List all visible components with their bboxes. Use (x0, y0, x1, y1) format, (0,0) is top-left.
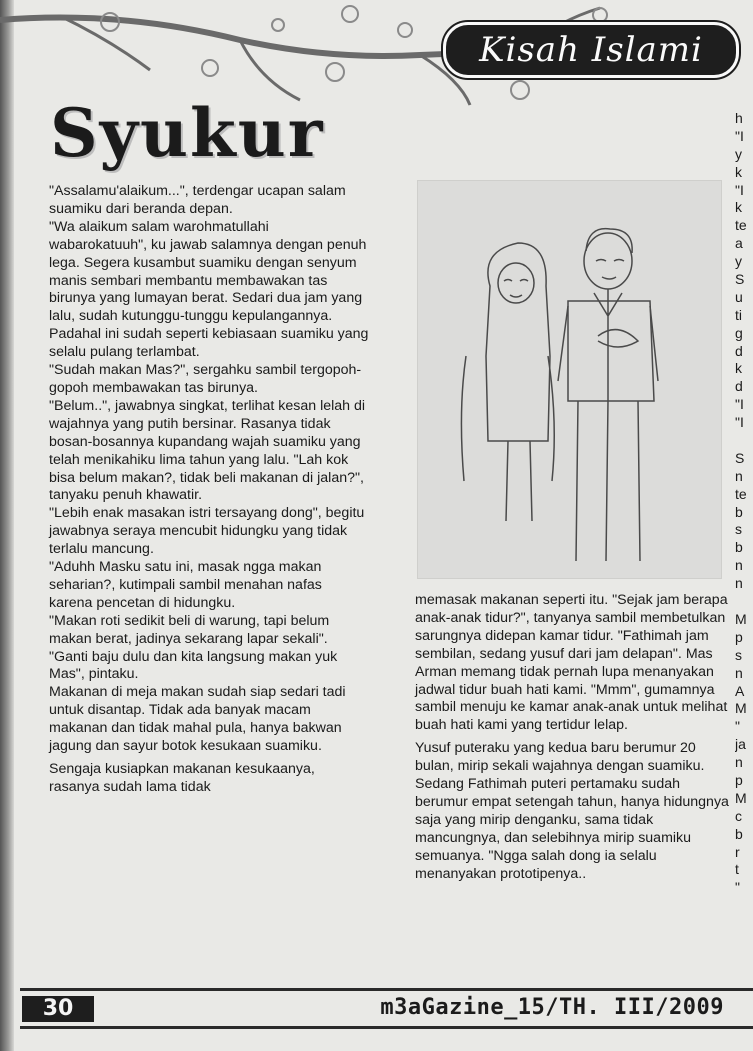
edge-line-fragment: "I (735, 396, 744, 413)
edge-line-fragment: n (735, 557, 743, 574)
edge-line-fragment: g (735, 324, 743, 341)
rubric-badge: Kisah Islami (443, 22, 739, 78)
edge-line-fragment: y (735, 145, 742, 162)
edge-line-fragment (735, 432, 753, 450)
edge-line-fragment: "I (735, 414, 744, 431)
edge-line-fragment: d (735, 342, 743, 359)
edge-line-fragment: k (735, 199, 742, 216)
edge-line-fragment: b (735, 825, 743, 842)
edge-line-fragment: h (735, 110, 743, 126)
edge-line-fragment: c (735, 807, 742, 824)
edge-line-fragment: "I (735, 181, 744, 198)
page-binding-shadow (0, 0, 14, 1051)
edge-line-fragment: b (735, 539, 743, 556)
article-column-2 (415, 592, 730, 884)
edge-line-fragment: b (735, 503, 743, 520)
edge-line-fragment: t (735, 861, 739, 878)
edge-line-fragment: n (735, 754, 743, 771)
edge-line-fragment: M (735, 610, 747, 627)
page-number: 30 (22, 996, 94, 1022)
edge-line-fragment: n (735, 664, 743, 681)
paragraph: "Makan roti sedikit beli di warung, tapi belum makan berat, jadinya sekarang lapar sekali". (49, 612, 330, 647)
edge-line-fragment: ti (735, 306, 742, 323)
paragraph: "Belum..", jawabnya singkat, terlihat kesan lelah di wajahnya yang putih bersinar. Rasanya tidak bosan-bosannya kupandang wajah suamiku yang telah menikahiku lima tahun yang lalu. "Lah kok bisa belum makan?, tidak beli makanan di jalan?", tanyaku penuh khawatir. (49, 397, 366, 504)
edge-line-fragment: n (735, 467, 743, 484)
edge-line-fragment: "I (735, 127, 744, 144)
paragraph: "Lebih enak masakan istri tersayang dong", begitu jawabnya seraya mencubit hidungku yang tidak terlalu mancung. (49, 505, 365, 558)
article-title: Syukur (50, 94, 325, 172)
paragraph: "Sudah makan Mas?", sergahku sambil tergopoh-gopoh membawakan tas birunya. (49, 362, 362, 396)
edge-line-fragment: r (735, 843, 740, 860)
paragraph: Yusuf puteraku yang kedua baru berumur 20 bulan, mirip sekali wajahnya dengan suamiku. Sedang Fathimah puteri pertamaku sudah berumur empat setengah tahun, hanya hidungnya saja yang mirip denganku, sama tidak mancungnya, dan selebihnya mirip suamiku semuanya. "Ngga salah dong ia selalu menanyakan prototipenya.. (415, 740, 729, 882)
edge-line-fragment: " (735, 718, 740, 735)
paragraph: "Assalamu'alaikum...", terdengar ucapan salam suamiku dari beranda depan. (49, 183, 346, 217)
edge-line-fragment (735, 593, 753, 611)
paragraph: "Wa alaikum salam warohmatullahi wabarokatuuh", ku jawab salamnya dengan penuh lega. Segera kusambut suamiku dengan senyum manis sembari membantu membawakan tas birunya yang lumayan berat. Sedari dua jam yang lalu, sudah kutunggu-tunggu kepulangannya. Padahal ini sudah seperti kebiasaan suamiku yang selalu pulang terlambat. (49, 218, 369, 361)
edge-line-fragment: S (735, 449, 745, 466)
couple-sketch (418, 181, 721, 578)
edge-line-fragment: a (735, 235, 743, 252)
edge-line-fragment: te (735, 485, 747, 502)
edge-line-fragment: y (735, 253, 742, 270)
edge-line-fragment: d (735, 378, 743, 395)
edge-line-fragment: M (735, 789, 747, 806)
article-column-1 (49, 183, 369, 797)
paragraph: "Aduhh Masku satu ini, masak ngga makan seharian?, kutimpali sambil menahan nafas karena pencetan di hidungku. (49, 559, 322, 611)
magazine-reference: m3aGazine_15/TH. III/2009 (380, 995, 724, 1020)
edge-line-fragment: p (735, 771, 743, 788)
paragraph: Makanan di meja makan sudah siap sedari tadi untuk disantap. Tidak ada banyak macam makanan dan tidak mahal pula, hanya bakwan jagung dan sayur botok kesukaan suamiku. (49, 684, 346, 755)
edge-line-fragment: s (735, 521, 742, 538)
footer-line-top (20, 988, 753, 991)
footer-line-bottom (20, 1026, 753, 1029)
illustration-couple (417, 180, 722, 579)
edge-line-fragment: " (735, 879, 740, 896)
paragraph: memasak makanan seperti itu. "Sejak jam berapa anak-anak tidur?", tanyanya sambil membetulkan sarungnya didepan kamar tidur. "Fathimah jam sembilan, sedang yusuf dari jam delapan". Mas Arman memang tidak pernah lupa menanyakan jadwal tidur buah hati kami. "Mmm", gumamnya sambil menuju ke kamar anak-anak untuk melihat buah hati kami yang tertidur lelap. (415, 592, 728, 734)
next-page-edge-text (735, 110, 753, 950)
edge-line-fragment: te (735, 217, 747, 234)
edge-line-fragment: u (735, 288, 743, 305)
edge-line-fragment: A (735, 682, 745, 699)
edge-line-fragment: k (735, 360, 742, 377)
edge-line-fragment: n (735, 575, 743, 592)
edge-line-fragment: k (735, 163, 742, 180)
edge-line-fragment: S (735, 271, 745, 288)
paragraph: "Ganti baju dulu dan kita langsung makan yuk Mas", pintaku. (49, 648, 338, 683)
edge-line-fragment: ja (735, 736, 746, 753)
edge-line-fragment: s (735, 646, 742, 663)
edge-line-fragment: M (735, 700, 747, 717)
paragraph: Sengaja kusiapkan makanan kesukaanya, rasanya sudah lama tidak (49, 761, 315, 795)
edge-line-fragment: p (735, 628, 743, 645)
